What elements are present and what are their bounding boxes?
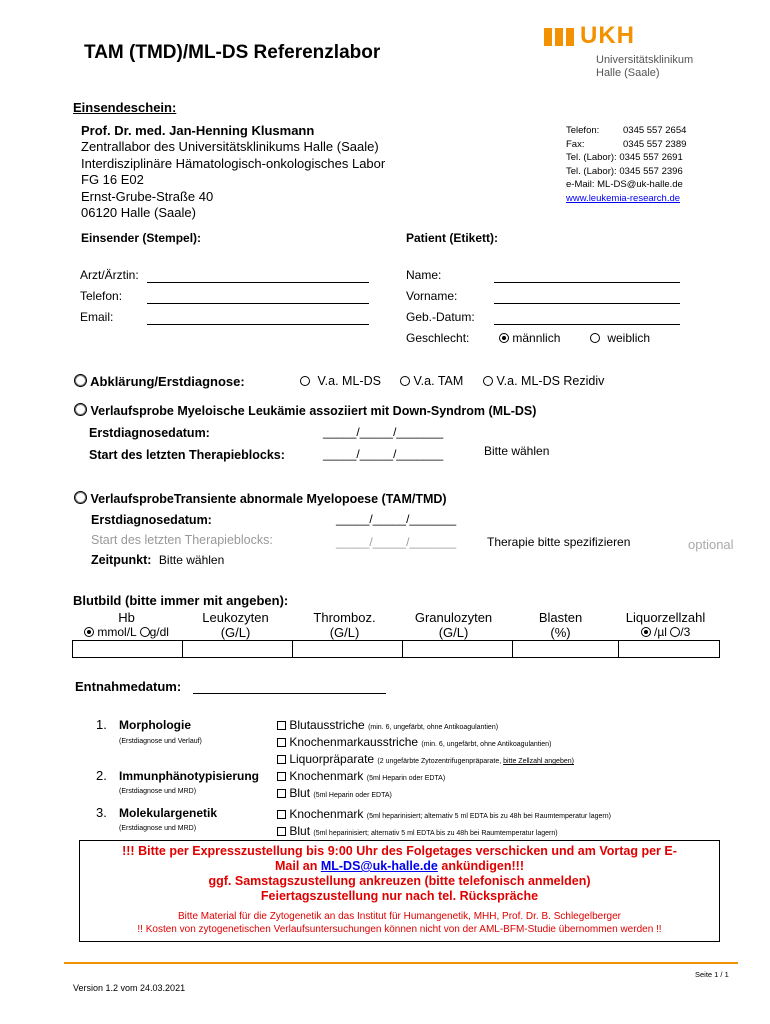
leukozyten-header [181,610,290,640]
logo-bar-icon [544,28,552,46]
entnahme-field[interactable] [193,679,386,694]
thromboz-input[interactable] [293,641,403,657]
blasten-title: Blasten [538,610,583,625]
recipient-address [81,139,385,222]
notice-line2-pre: Mail an [274,859,321,873]
checkbox-icon[interactable] [277,827,286,836]
leukozyten-unit: (G/L) [220,625,251,640]
ukh-logo [544,22,704,82]
material-num-3: 3. [96,805,107,820]
liquor-units [613,625,718,639]
tam-erst-date[interactable]: _____/_____/_______ [336,512,457,526]
material-num-1: 1. [96,717,107,732]
logo-line2: Halle (Saale) [596,67,660,79]
liquor-header [613,610,718,639]
per3-label: /3 [680,625,691,639]
tam-optional-field[interactable]: optional [688,537,734,552]
morphologie-sub: (Erstdiagnose und Verlauf) [119,738,202,745]
address-line: Interdisziplinäre Hämatologisch-onkologisches Labor [81,155,386,171]
molekular-title: Molekulargenetik [119,806,218,820]
hb-title: Hb [118,610,135,625]
verlauf-mlds-option[interactable] [74,403,536,418]
per3-radio-icon[interactable] [670,627,680,637]
version-text: Version 1.2 vom 24.03.2021 [73,983,186,993]
address-line: Ernst-Grube-Straße 40 [81,188,214,204]
address-line: Zentrallabor des Universitätsklinikums Halle (Saale) [81,139,379,154]
notice-line4: Feiertagszustellung nur nach tel. Rückspräche [260,889,539,903]
logo-text: UKH [580,22,635,49]
geschlecht-label: Geschlecht: [406,331,470,345]
va-tam-label: V.a. TAM [413,374,464,388]
mmol-radio-icon[interactable] [84,627,94,637]
verlauf-tam-radio-icon[interactable] [74,491,87,504]
notice-line3: ggf. Samstagszustellung ankreuzen (bitte telefonisch anmelden) [208,874,591,888]
item-note: (min. 6, ungefärbt, ohne Antikoagulantien) [421,741,552,748]
telefon-value: 0345 557 2654 [623,125,687,136]
gdl-radio-icon[interactable] [140,627,150,637]
material-item[interactable] [277,718,574,735]
sender-email-label: Email: [80,310,114,324]
diagnosis-option[interactable] [74,374,245,389]
tam-erst-label: Erstdiagnosedatum: [91,513,212,527]
footer-divider [64,962,738,964]
item-main: Knochenmark [289,807,364,821]
immun-sub: (Erstdiagnose und MRD) [119,788,197,795]
recipient-name: Prof. Dr. med. Jan-Henning Klusmann [81,123,315,138]
mmol-label: mmol/L [97,625,137,639]
tam-start-date[interactable]: _____/_____/_______ [336,535,457,549]
liquor-title: Liquorzellzahl [625,610,706,625]
einsendeschein-heading: Einsendeschein: [73,100,177,115]
material-item[interactable] [277,807,611,824]
granulozyten-title: Granulozyten [414,610,493,625]
granulozyten-header [399,610,508,640]
notice-small2: !! Kosten von zytogenetischen Verlaufsuntersuchungen können nicht von der AML-BFM-Studie übernommen werden !! [137,924,662,935]
diagnosis-radio-icon[interactable] [74,374,87,387]
verlauf-mlds-radio-icon[interactable] [74,403,87,416]
zeitpunkt-row [91,553,224,567]
logo-bar-icon [566,28,574,46]
checkbox-icon[interactable] [277,810,286,819]
diagnosis-label: Abklärung/Erstdiagnose: [90,374,245,389]
patient-vorname-label: Vorname: [406,289,458,303]
contact-block [566,124,686,205]
granulozyten-unit: (G/L) [438,625,469,640]
item-main: Knochenmark [289,769,364,783]
male-radio-icon[interactable] [499,333,509,343]
website-link[interactable]: www.leukemia-research.de [566,192,681,204]
male-label: männlich [512,331,561,345]
ul-radio-icon[interactable] [641,627,651,637]
diagnosis-suboption-2[interactable] [400,374,463,388]
va-mlds-label: V.a. ML-DS [317,374,381,388]
item-main: Liquorpräparate [289,752,375,766]
logo-bar-icon [555,28,563,46]
fax-value: 0345 557 2389 [623,138,687,150]
patient-heading: Patient (Etikett): [406,231,499,245]
notice-line1: !!! Bitte per Expresszustellung bis 9:00 Uhr des Folgetages verschicken und am Vortag per E- [122,844,677,858]
immun-items [277,769,445,803]
checkbox-icon[interactable] [277,772,286,781]
molekular-sub: (Erstdiagnose und MRD) [119,825,197,832]
material-item[interactable] [277,735,574,752]
notice-small1: Bitte Material für die Zytogenetik an das Institut für Humangenetik, MHH, Prof. Dr. B. Schlegelberger [178,911,621,922]
item-note: (5ml Heparin oder EDTA) [366,775,446,782]
logo-line1: Universitätsklinikum [596,54,694,66]
blasten-header [508,610,613,640]
granulozyten-input[interactable] [403,641,513,657]
address-line: 06120 Halle (Saale) [81,205,196,220]
labor-phone-2: Tel. (Labor): 0345 557 2396 [566,165,683,177]
hb-units [72,625,181,639]
blasten-input[interactable] [513,641,619,657]
notice-box [79,840,720,942]
zeitpunkt-label: Zeitpunkt: [91,553,152,567]
mlds-select[interactable]: Bitte wählen [484,444,550,458]
female-radio-icon[interactable] [590,333,600,343]
verlauf-tam-option[interactable] [74,491,447,506]
sender-telefon-field[interactable] [147,289,369,304]
page-number: Seite 1 / 1 [695,970,729,979]
patient-name-label: Name: [406,268,442,282]
patient-vorname-field[interactable] [494,289,680,304]
arzt-field[interactable] [147,268,369,283]
checkbox-icon[interactable] [277,721,286,730]
arzt-label: Arzt/Ärztin: [80,268,139,282]
notice-email-link[interactable]: ML-DS@uk-halle.de [320,859,438,873]
fax-label: Fax: [566,138,585,150]
tam-start-label: Start des letzten Therapieblocks: [91,533,273,547]
diagnosis-suboption-1[interactable] [300,374,381,388]
male-option[interactable] [499,331,560,345]
morphologie-title: Morphologie [119,718,191,732]
page-title: TAM (TMD)/ML-DS Referenzlabor [84,42,381,63]
liquor-input[interactable] [619,641,719,657]
blutbild-input-row [72,640,720,658]
item-note: (5ml heparinisiert; alternativ 5 ml EDTA bis zu 48h bei Raumtemperatur lagern) [313,830,558,837]
telefon-label: Telefon: [566,125,600,136]
item-note: (2 ungefärbte Zytozentrifugenpräparate, [377,758,504,765]
hb-input[interactable] [73,641,183,657]
ul-label: /µl [654,625,667,639]
entnahme-label: Entnahmedatum: [75,679,182,694]
patient-geb-label: Geb.-Datum: [406,310,475,324]
immun-title: Immunphänotypisierung [119,769,260,783]
va-tam-radio-icon[interactable] [400,376,410,386]
labor-phone-1: Tel. (Labor): 0345 557 2691 [566,152,683,163]
checkbox-icon[interactable] [277,755,286,764]
gdl-label: g/dl [149,625,169,639]
mlds-start-label: Start des letzten Therapieblocks: [89,448,285,462]
female-option[interactable] [590,331,650,345]
material-item[interactable] [277,786,445,803]
checkbox-icon[interactable] [277,789,286,798]
blutbild-heading: Blutbild (bitte immer mit angeben): [73,593,289,608]
item-note: (5ml heparinisiert; alternativ 5 ml EDTA bis zu 48h bei Raumtemperatur lagern) [366,813,611,820]
diagnosis-suboption-3[interactable] [483,374,604,388]
zeitpunkt-select[interactable]: Bitte wählen [158,553,225,567]
thromboz-header [290,610,399,640]
item-note-underlined: bitte Zellzahl angeben) [503,758,574,765]
material-item[interactable] [277,752,574,769]
leukozyten-input[interactable] [183,641,293,657]
morphologie-items [277,718,574,769]
item-note: (5ml Heparin oder EDTA) [313,792,392,799]
leukozyten-title: Leukozyten [202,610,269,625]
verlauf-tam-label: VerlaufsprobeTransiente abnormale Myelopoese (TAM/TMD) [90,492,447,506]
item-main: Blut [289,786,311,800]
sender-email-field[interactable] [147,310,369,325]
notice-line2-post: ankündigen!!! [437,859,524,873]
verlauf-mlds-label: Verlaufsprobe Myeloische Leukämie assoziiert mit Down-Syndrom (ML-DS) [90,404,537,418]
item-main: Blutausstriche [289,718,365,732]
sender-telefon-label: Telefon: [80,289,123,303]
mlds-erst-label: Erstdiagnosedatum: [89,426,210,440]
checkbox-icon[interactable] [277,738,286,747]
hb-header [72,610,181,639]
sender-heading: Einsender (Stempel): [81,231,202,245]
item-main: Knochenmarkausstriche [289,735,419,749]
tam-therapie-select[interactable]: Therapie bitte spezifizieren [487,535,631,549]
thromboz-unit: (G/L) [329,625,360,640]
thromboz-title: Thromboz. [313,610,376,625]
female-label: weiblich [607,331,651,345]
material-item[interactable] [277,769,445,786]
address-line: FG 16 E02 [81,172,144,187]
patient-geb-field[interactable] [494,310,680,325]
va-mlds-rezidiv-radio-icon[interactable] [483,376,493,386]
contact-email: e-Mail: ML-DS@uk-halle.de [566,179,683,190]
item-main: Blut [289,824,311,838]
item-note: (min. 6, ungefärbt, ohne Antikoagulantien) [368,724,499,731]
material-num-2: 2. [96,768,107,783]
va-mlds-radio-icon[interactable] [300,376,310,386]
notice-line2 [80,859,719,874]
patient-name-field[interactable] [494,268,680,283]
blasten-unit: (%) [550,625,571,640]
va-mlds-rezidiv-label: V.a. ML-DS Rezidiv [496,374,605,388]
mlds-start-date[interactable]: _____/_____/_______ [323,447,444,461]
molekular-items [277,807,611,841]
mlds-erst-date[interactable]: _____/_____/_______ [323,425,444,439]
material-item[interactable] [277,824,611,841]
